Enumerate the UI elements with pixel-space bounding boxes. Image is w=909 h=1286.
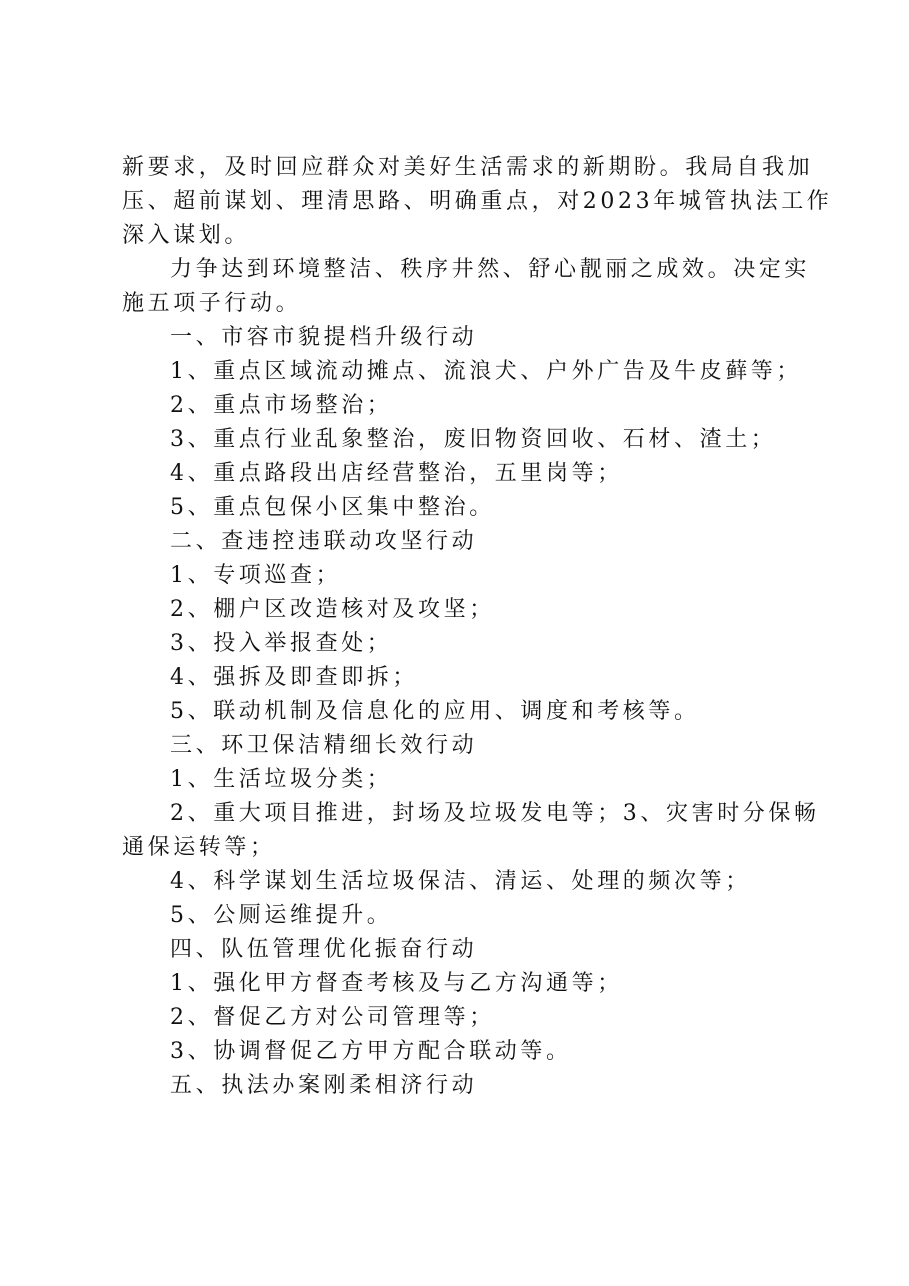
section-heading: 五、执法办案刚柔相济行动 bbox=[170, 1073, 478, 1098]
list-item: 4、重点路段出店经营整治，五里岗等； bbox=[170, 461, 623, 486]
list-item: 通保运转等； bbox=[122, 835, 276, 860]
paragraph-line: 深入谋划。 bbox=[122, 223, 251, 248]
list-item: 3、投入举报查处； bbox=[170, 631, 393, 656]
list-item: 2、督促乙方对公司管理等； bbox=[170, 1005, 495, 1030]
list-item: 5、联动机制及信息化的应用、调度和考核等。 bbox=[170, 699, 700, 724]
list-item: 1、生活垃圾分类； bbox=[170, 767, 393, 792]
list-item: 4、科学谋划生活垃圾保洁、清运、处理的频次等； bbox=[170, 869, 751, 894]
section-heading: 二、查违控违联动攻坚行动 bbox=[170, 529, 478, 554]
paragraph-line: 新要求，及时回应群众对美好生活需求的新期盼。我局自我加 bbox=[122, 155, 814, 180]
list-item: 3、重点行业乱象整治，废旧物资回收、石材、渣土； bbox=[170, 427, 777, 452]
paragraph-line: 压、超前谋划、理清思路、明确重点，对2023年城管执法工作 bbox=[122, 189, 833, 214]
list-item: 5、重点包保小区集中整治。 bbox=[170, 495, 495, 520]
list-item: 3、协调督促乙方甲方配合联动等。 bbox=[170, 1039, 572, 1064]
paragraph-line: 施五项子行动。 bbox=[122, 291, 302, 316]
list-item: 4、强拆及即查即拆； bbox=[170, 665, 418, 690]
list-item: 1、重点区域流动摊点、流浪犬、户外广告及牛皮藓等； bbox=[170, 359, 802, 384]
list-item: 2、棚户区改造核对及攻坚； bbox=[170, 597, 495, 622]
paragraph-line: 力争达到环境整洁、秩序井然、舒心靓丽之成效。决定实 bbox=[170, 257, 811, 282]
section-heading: 四、队伍管理优化振奋行动 bbox=[170, 937, 478, 962]
list-item: 5、公厕运维提升。 bbox=[170, 903, 393, 928]
section-heading: 三、环卫保洁精细长效行动 bbox=[170, 733, 478, 758]
list-item: 2、重点市场整治； bbox=[170, 393, 393, 418]
list-item: 2、重大项目推进，封场及垃圾发电等；3、灾害时分保畅 bbox=[170, 801, 820, 826]
list-item: 1、专项巡查； bbox=[170, 563, 342, 588]
section-heading: 一、市容市貌提档升级行动 bbox=[170, 325, 478, 350]
list-item: 1、强化甲方督查考核及与乙方沟通等； bbox=[170, 971, 623, 996]
